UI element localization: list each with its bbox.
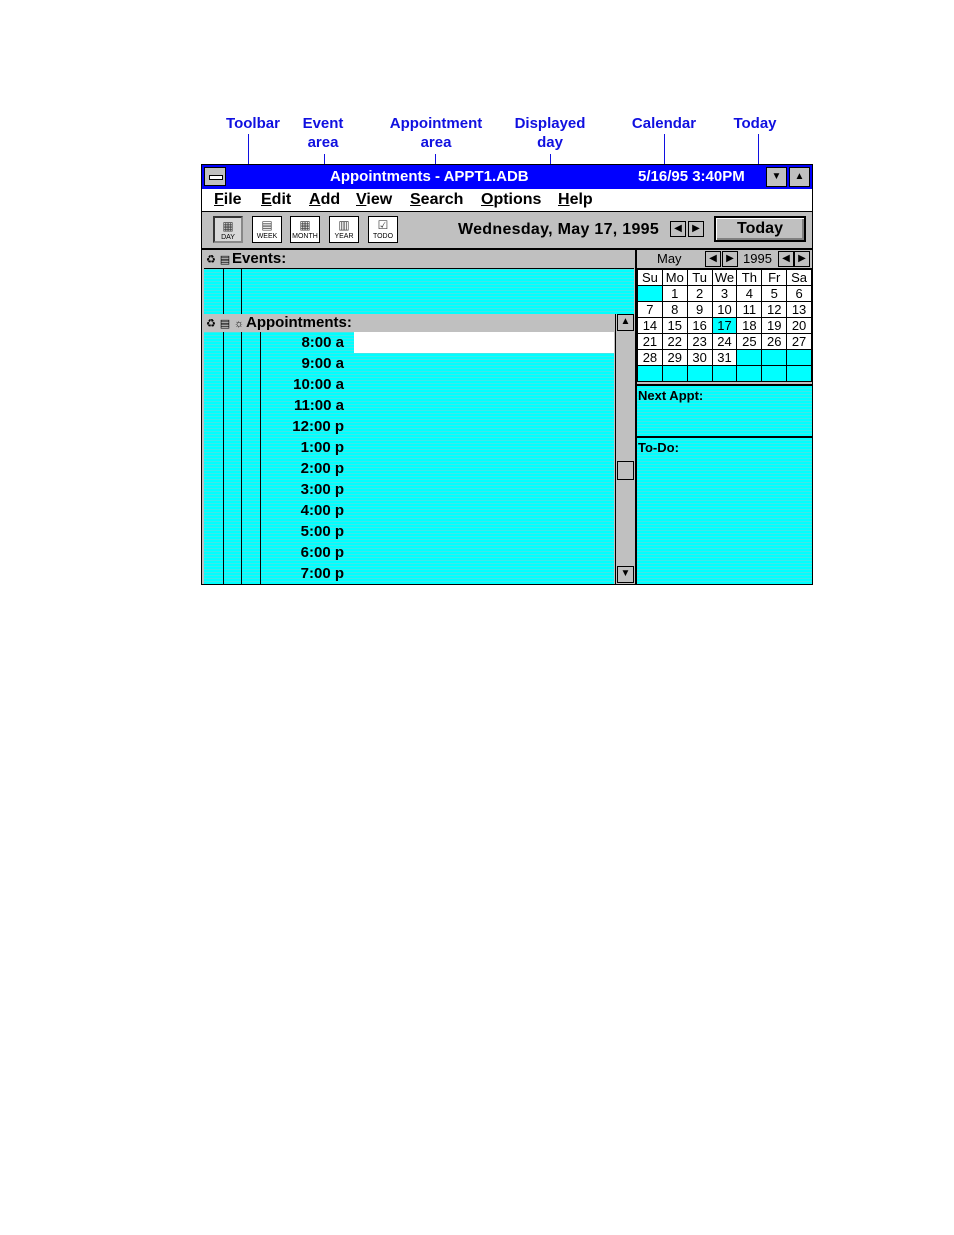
calendar-day [712, 366, 737, 382]
calendar-day[interactable]: 30 [687, 350, 712, 366]
time-row[interactable]: 10:00 a [293, 376, 344, 393]
calendar-day [787, 350, 812, 366]
time-row[interactable]: 6:00 p [300, 544, 344, 561]
calendar-day[interactable]: 4 [737, 286, 762, 302]
next-year-button[interactable]: ▶ [794, 251, 810, 267]
year-view-button[interactable]: ▥ YEAR [329, 216, 359, 243]
calendar-day[interactable]: 29 [662, 350, 687, 366]
callout-displayed-day: Displayed day [514, 115, 586, 151]
todo-view-button[interactable]: ☑ TODO [368, 216, 398, 243]
calendar-day[interactable]: 5 [762, 286, 787, 302]
calendar-day[interactable]: 26 [762, 334, 787, 350]
minimize-button[interactable]: ▼ [766, 167, 787, 187]
calendar-day[interactable]: 14 [638, 318, 663, 334]
calendar-month: May [657, 251, 682, 266]
calendar-day[interactable]: 10 [712, 302, 737, 318]
week-grid-icon: ▤ [261, 218, 273, 232]
appointments-window [201, 164, 813, 585]
note-icon[interactable]: ▤ [219, 318, 231, 330]
calendar-day[interactable]: 13 [787, 302, 812, 318]
year-grid-icon: ▥ [338, 218, 350, 232]
day-grid-icon: ▦ [222, 219, 234, 233]
callout-toolbar: Toolbar [226, 115, 280, 132]
prev-month-button[interactable]: ◀ [705, 251, 721, 267]
calendar-day[interactable]: 11 [737, 302, 762, 318]
calendar-weekday-row: Su Mo Tu We Th Fr Sa [638, 270, 812, 286]
calendar-day[interactable]: 3 [712, 286, 737, 302]
calendar-day[interactable]: 12 [762, 302, 787, 318]
calendar-day[interactable]: 19 [762, 318, 787, 334]
calendar-day [787, 366, 812, 382]
events-header: ♻ ▤ Events: [204, 250, 634, 269]
next-appointment-panel[interactable] [637, 384, 812, 438]
calendar-header [637, 250, 812, 269]
refresh-icon[interactable]: ♻ [206, 254, 216, 266]
menu-edit[interactable]: Edit [261, 191, 292, 208]
calendar-day[interactable]: 16 [687, 318, 712, 334]
calendar-day [762, 366, 787, 382]
calendar-day[interactable]: 9 [687, 302, 712, 318]
checklist-icon: ☑ [377, 218, 389, 232]
calendar-week-row [638, 302, 812, 318]
callout-event-area: Event area [302, 115, 344, 151]
today-button[interactable]: Today [714, 216, 806, 242]
calendar-day[interactable]: 7 [638, 302, 663, 318]
time-row[interactable]: 5:00 p [300, 523, 344, 540]
calendar-day [737, 366, 762, 382]
scroll-down-arrow-icon[interactable]: ▼ [617, 566, 634, 583]
todo-label: To-Do: [638, 440, 679, 455]
calendar-day [638, 286, 663, 302]
calendar-day[interactable]: 25 [737, 334, 762, 350]
next-day-button[interactable]: ▶ [688, 221, 704, 237]
calendar-week-row [638, 318, 812, 334]
calendar-day[interactable]: 6 [787, 286, 812, 302]
displayed-day: Wednesday, May 17, 1995 [458, 221, 660, 238]
calendar-day[interactable]: 24 [712, 334, 737, 350]
calendar-week-row [638, 350, 812, 366]
refresh-icon[interactable]: ♻ [206, 318, 216, 330]
calendar-day [762, 350, 787, 366]
todo-panel[interactable] [637, 438, 812, 584]
calendar-day[interactable]: 15 [662, 318, 687, 334]
day-view-button[interactable]: ▦ DAY [213, 216, 243, 243]
time-row[interactable]: 11:00 a [293, 397, 344, 414]
event-area[interactable] [204, 269, 634, 314]
calendar-day[interactable]: 18 [737, 318, 762, 334]
left-pane [204, 250, 634, 584]
calendar-week-row [638, 334, 812, 350]
calendar-day[interactable]: 2 [687, 286, 712, 302]
appointments-header: ♻ ▤ ☼ Appointments: [204, 314, 614, 333]
menu-view[interactable]: View [356, 191, 393, 208]
callout-today: Today [733, 115, 777, 132]
appointment-area[interactable] [204, 332, 614, 584]
month-view-button[interactable]: ▦ MONTH [290, 216, 320, 243]
prev-year-button[interactable]: ◀ [778, 251, 794, 267]
menu-bar [202, 189, 812, 212]
prev-day-button[interactable]: ◀ [670, 221, 686, 237]
calendar-day [662, 366, 687, 382]
callout-appointment-area: Appointment area [389, 115, 483, 151]
maximize-button[interactable]: ▲ [789, 167, 810, 187]
window-title: Appointments - APPT1.ADB [330, 168, 529, 185]
menu-file[interactable]: File [214, 191, 242, 208]
time-row[interactable]: 8:00 a [301, 334, 344, 351]
menu-help[interactable]: Help [558, 191, 593, 208]
system-menu-icon[interactable] [204, 167, 226, 186]
month-grid-icon: ▦ [299, 218, 311, 232]
alarm-icon[interactable]: ☼ [233, 318, 245, 330]
next-month-button[interactable]: ▶ [722, 251, 738, 267]
time-row[interactable]: 4:00 p [300, 502, 344, 519]
menu-search[interactable]: Search [410, 191, 464, 208]
menu-add[interactable]: Add [309, 191, 341, 208]
calendar-day [687, 366, 712, 382]
title-clock: 5/16/95 3:40PM [638, 168, 745, 185]
note-icon[interactable]: ▤ [219, 254, 231, 266]
time-row[interactable]: 3:00 p [300, 481, 344, 498]
time-row[interactable]: 2:00 p [300, 460, 344, 477]
callout-calendar: Calendar [631, 115, 697, 132]
calendar-day[interactable]: 1 [662, 286, 687, 302]
time-row[interactable]: 9:00 a [301, 355, 344, 372]
calendar-day-selected[interactable]: 17 [712, 318, 737, 334]
time-row[interactable]: 1:00 p [300, 439, 344, 456]
menu-options[interactable]: Options [481, 191, 542, 208]
title-bar[interactable] [202, 165, 812, 189]
calendar-day[interactable]: 31 [712, 350, 737, 366]
appointments-scrollbar[interactable] [615, 314, 635, 584]
scroll-up-arrow-icon[interactable]: ▲ [617, 314, 634, 331]
calendar-week-row [638, 286, 812, 302]
toolbar [202, 212, 812, 250]
calendar-year: 1995 [743, 251, 772, 266]
right-pane [635, 250, 812, 584]
calendar [637, 269, 812, 382]
scroll-thumb[interactable] [617, 461, 634, 480]
calendar-day[interactable]: 23 [687, 334, 712, 350]
calendar-day[interactable]: 27 [787, 334, 812, 350]
time-row[interactable]: 7:00 p [300, 565, 344, 582]
time-row[interactable]: 12:00 p [292, 418, 344, 435]
calendar-day[interactable]: 28 [638, 350, 663, 366]
week-view-button[interactable]: ▤ WEEK [252, 216, 282, 243]
calendar-day [638, 366, 663, 382]
calendar-day[interactable]: 8 [662, 302, 687, 318]
calendar-day[interactable]: 20 [787, 318, 812, 334]
calendar-day [737, 350, 762, 366]
calendar-day[interactable]: 22 [662, 334, 687, 350]
calendar-week-row [638, 366, 812, 382]
next-appt-label: Next Appt: [638, 388, 704, 403]
calendar-day[interactable]: 21 [638, 334, 663, 350]
